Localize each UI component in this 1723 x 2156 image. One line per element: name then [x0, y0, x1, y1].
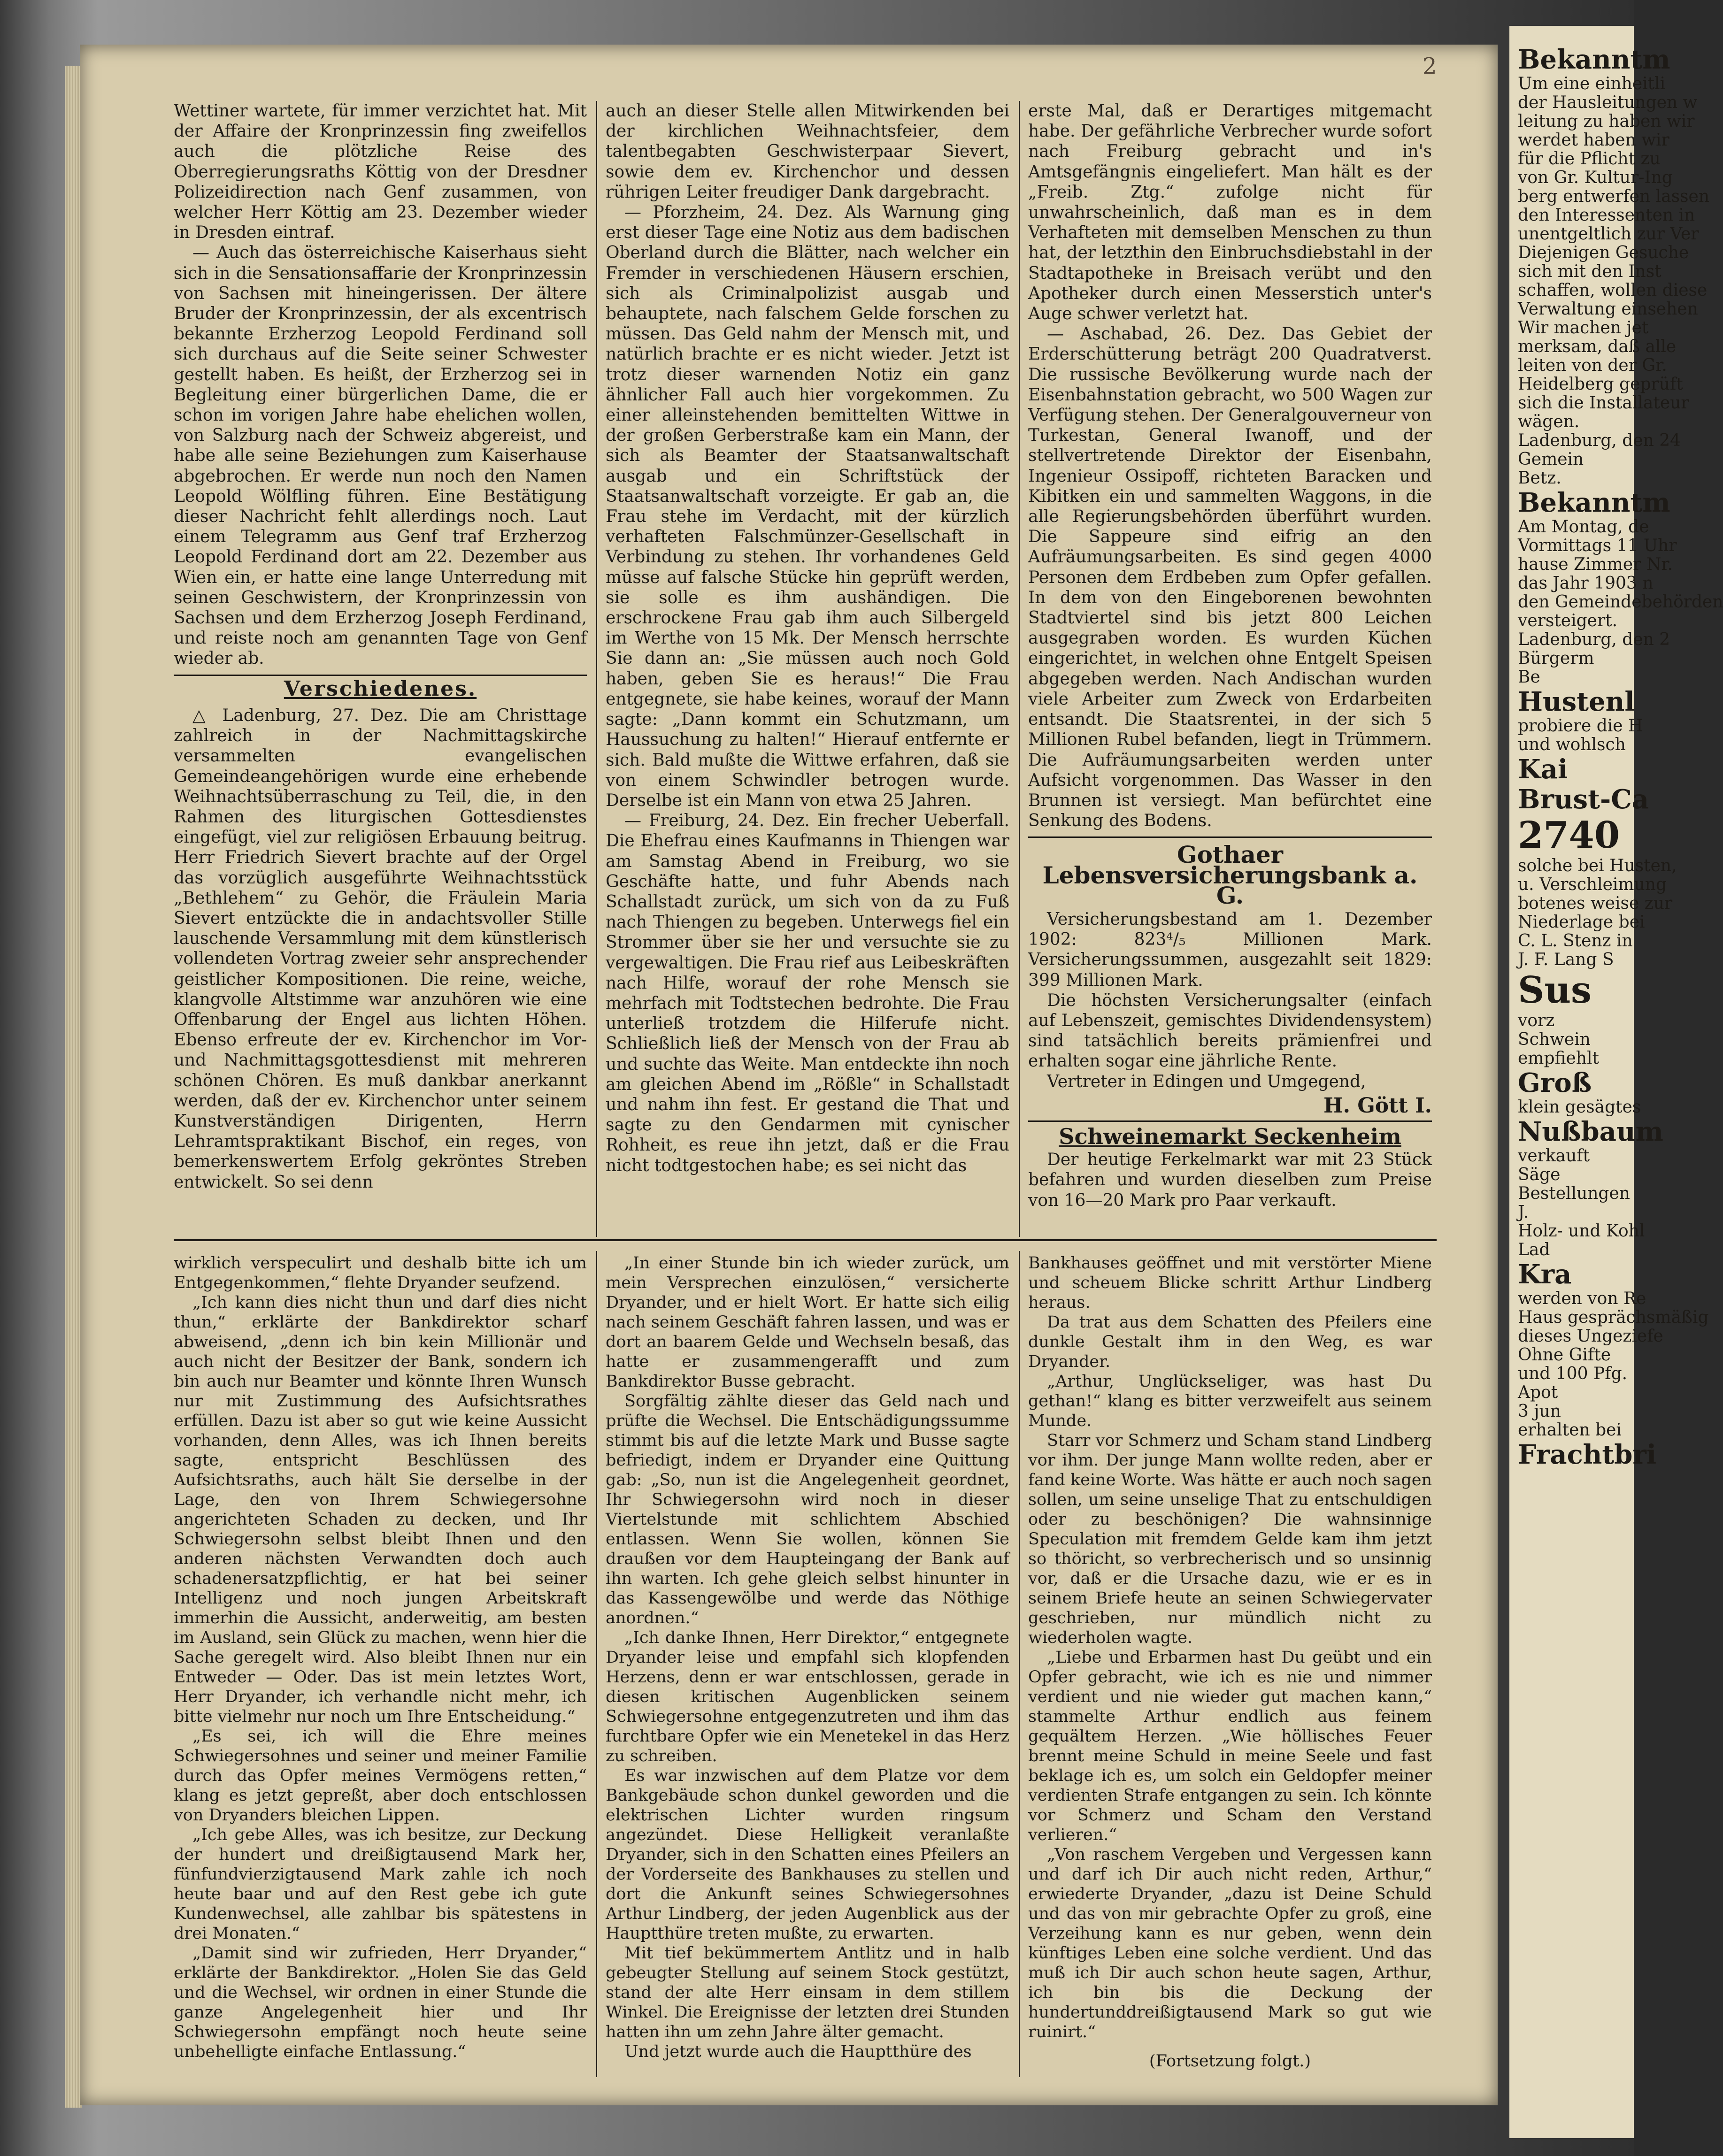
novel-paragraph: Da trat aus dem Schatten des Pfeilers eine dunkle Gestalt ihm in den Weg, es war Dryander. [1028, 1313, 1432, 1371]
feuilleton-separator [174, 1239, 1437, 1241]
article-paragraph: — Pforzheim, 24. Dez. Als Warnung ging erst dieser Tage eine Notiz aus dem badischen Oberland durch die Blätter, nach welcher ein Fremder in verschiedenen Häusern erschien, sich als Criminalpolizist ausgab und behauptete, nach falschem Gelde forschen zu müssen. Das Geld nahm der Mensch mit, und natürlich brachte er es nicht wieder. Jetzt ist trotz dieser warnenden Notiz ein ganz ähnlicher Fall auch hier vorgekommen. Zu einer alleinstehenden bemittelten Wittwe in der großen Gerberstraße kam ein Mann, der sich als Beamter der Staatsanwaltschaft ausgab und ein Schriftstück der Staatsanwaltschaft vorzeigte. Er gab an, die Frau stehe im Verdacht, mit der kürzlich verhafteten Falschmünzer-Gesellschaft in Verbindung zu stehen. Ihr vorhandenes Geld müsse auf falsche Stücke hin geprüft werden, sie solle es ihm aushändigen. Die erschrockene Frau gab ihm auch Silbergeld im Werthe von 15 Mk. Der Mensch herrschte Sie dann an: „Sie müssen auch noch Gold haben, geben Sie es heraus!“ Die Frau entgegnete, sie habe keines, worauf der Mann sagte: „Dann kommt ein Schutzmann, um Haussuchung zu halten!“ Hierauf entfernte er sich. Bald mußte die Wittwe erfahren, daß sie von einem Schwindler betrogen wurde. Derselbe ist ein Mann von etwa 25 Jahren. [606, 203, 1009, 810]
neighbor-ad-line: Ladenburg, den 24 [1518, 431, 1681, 450]
novel-paragraph: Bankhauses geöffnet und mit verstörter Miene und scheuem Blicke schritt Arthur Lindberg heraus. [1028, 1254, 1432, 1312]
page-edge-stack [65, 66, 82, 2108]
novel-paragraph: Und jetzt wurde auch die Hauptthüre des [624, 2042, 972, 2061]
top-column-1 [174, 101, 587, 1192]
neighbor-ad-line: Heidelberg geprüft [1518, 375, 1683, 394]
neighbor-ad-line: Um eine einheitli [1518, 74, 1666, 93]
article-paragraph: erste Mal, daß er Derartiges mitgemacht habe. Der gefährliche Verbrecher wurde sofort nach Freiburg gebracht und in's Amtsgefängnis eingeliefert. Man hält es der „Freib. Ztg.“ zufolge nicht für unwahrscheinlich, daß man es in dem Verhafteten mit demselben Menschen zu thun hat, der letzthin den Einbruchsdiebstahl in der Stadtapotheke in Breisach verübt und den Apotheker durch einen Messerstich unter's Auge schwer verletzt hat. [1028, 101, 1432, 324]
column-divider [596, 101, 597, 1237]
top-column-2 [606, 101, 1009, 1176]
article-paragraph: — Freiburg, 24. Dez. Ein frecher Ueberfall. Die Ehefrau eines Kaufmanns in Thiengen war am Samstag Abend in Freiburg, wo sie Geschäfte hatte, und fuhr Abends nach Schallstadt zurück, um sich von da zu Fuß nach Thiengen zu begeben. Unterwegs fiel ein Strommer über sie her und versuchte sie zu vergewaltigen. Die Frau rief aus Leibeskräften nach Hilfe, worauf der rohe Mensch sie mehrfach mit Todtstechen bedrohte. Die Frau unterließ trotzdem die Hilferufe nicht. Schließlich ließ der Mensch von der Frau ab und suchte das Weite. Man entdeckte ihn noch am gleichen Abend im „Rößle“ in Schallstadt und nahm ihn fest. Er gestand die That und sagte zu den Gendarmen mit cynischer Rohheit, es reue ihn jetzt, daß er die Frau nicht todtgestochen habe; es sei nicht das [606, 811, 1009, 1175]
neighbor-ad-line: Bekanntm [1518, 487, 1670, 518]
divider [1028, 1120, 1432, 1122]
neighbor-ad-line: Be [1518, 668, 1540, 687]
neighbor-ad-line: Wir machen jet [1518, 318, 1649, 338]
novel-paragraph: „Arthur, Unglückseliger, was hast Du gethan!“ klang es bitter verzweifelt aus seinem Munde. [1028, 1372, 1432, 1430]
neighbor-ad-line: das Jahr 1903 n [1518, 574, 1654, 593]
neighbor-ad-line: sich die Installateur [1518, 393, 1689, 413]
neighbor-ad-line: 3 jun [1518, 1402, 1561, 1421]
gotha-title: Gothaer Lebensversicherungsbank a. G. [1042, 841, 1418, 909]
neighbor-ad-line: J. F. Lang S [1518, 950, 1614, 969]
neighbor-ad-line: Lad [1518, 1240, 1550, 1259]
neighbor-ad-line: leiten von der Gr. [1518, 356, 1667, 375]
neighbor-ad-line: den Gemeindebehörden [1518, 592, 1723, 612]
neighbor-ad-line: J. [1518, 1203, 1529, 1222]
neighbor-ad-line: Holz- und Kohl [1518, 1221, 1645, 1241]
neighbor-ad-line: Kai [1518, 754, 1568, 785]
neighbor-ad-line: C. L. Stenz in [1518, 931, 1633, 951]
page-number: 2 [1423, 53, 1437, 79]
neighbor-ad-line: probiere die H [1518, 716, 1643, 736]
neighbor-page [1509, 26, 1723, 2138]
bottom-column-2 [606, 1253, 1009, 2062]
top-column-3 [1028, 101, 1432, 1211]
neighbor-ad-line: Schwein [1518, 1030, 1591, 1049]
divider [174, 675, 587, 676]
novel-paragraph: „Damit sind wir zufrieden, Herr Dryander,“ erklärte der Bankdirektor. „Holen Sie das Geld und die Wechsel, wir ordnen in einer Stunde die ganze Angelegenheit hier und Ihr Schwiegersohn empfängt noch heute seine unbehelligte einfache Entlassung.“ [174, 1944, 587, 2061]
newspaper-page [80, 45, 1498, 2105]
neighbor-ad-line: Vormittags 11 Uhr [1518, 536, 1677, 555]
neighbor-ad-line: Haus gesprächsmäßig [1518, 1308, 1709, 1327]
neighbor-ad-line: Betz. [1518, 468, 1561, 488]
bottom-column-1 [174, 1253, 587, 2062]
neighbor-ad-line: leitung zu haben wir [1518, 112, 1695, 131]
continuation-note: (Fortsetzung folgt.) [1149, 2052, 1311, 2071]
neighbor-ad-line: Diejenigen Gesuche [1518, 243, 1689, 262]
column-divider [1019, 101, 1020, 1237]
novel-paragraph: „Es sei, ich will die Ehre meines Schwiegersohnes und seiner und meiner Familie durch das Opfer meines Vermögens retten,“ klang es jetzt gepreßt, aber doch entschlossen von Dryanders bleichen Lippen. [174, 1727, 587, 1825]
neighbor-ad-line: merksam, daß alle [1518, 337, 1677, 356]
neighbor-ad-line: Ohne Gifte [1518, 1345, 1611, 1365]
neighbor-ad-line: den Interessenten in [1518, 206, 1695, 225]
novel-paragraph: Starr vor Schmerz und Scham stand Lindberg vor ihm. Der junge Mann wollte reden, aber er fand keine Worte. Was hätte er auch noch sagen sollen, um seine unselige That zu entschuldigen oder zu beschönigen? Die wahnsinnige Speculation mit fremdem Gelde kam ihm jetzt so thöricht, so verbrecherisch und so unsinnig vor, daß er die Ursache dazu, wie er es in seinem Briefe heute an seinen Schwiegervater geschrieben, nur mündlich nicht zu wiederholen wagte. [1028, 1431, 1432, 1647]
neighbor-ad-line: klein gesägtes [1518, 1097, 1641, 1117]
neighbor-ad-line: schaffen, wollen diese [1518, 281, 1708, 300]
neighbor-ad-line: und 100 Pfg. [1518, 1364, 1628, 1383]
neighbor-ad-line: für die Pflicht zu [1518, 149, 1661, 169]
neighbor-ad-line: solche bei Husten, [1518, 856, 1677, 875]
neighbor-ad-line: Brust-Ca [1518, 784, 1649, 815]
neighbor-ad-line: Gemein [1518, 450, 1584, 469]
article-paragraph: — Auch das österreichische Kaiserhaus sieht sich in die Sensationsaffarie der Kronprinzessin von Sachsen mit hineingerissen. Der ältere Bruder der Kronprinzessin, der als excentrisch bekannte Erzherzog Leopold Ferdinand soll sich durchaus auf die Seite seiner Schwester gestellt haben. Es heißt, der Erzherzog sei in Begleitung einer bürgerlichen Dame, die er schon im vorigen Jahre habe ehelichen wollen, von Salzburg nach der Schweiz abgereist, und habe alle seine Beziehungen zum Kaiserhause abgebrochen. Er werde nun noch den Namen Leopold Wölfling führen. Eine Bestätigung dieser Nachricht fehlt allerdings noch. Laut einem Telegramm aus Genf traf Erzherzog Leopold Ferdinand dort am 22. Dezember aus Wien ein, er hatte eine lange Unterredung mit seinen Geschwistern, der Kronprinzessin von Sachsen und dem Erzherzog Joseph Ferdinand, und reiste noch am genannten Tage von Genf wieder ab. [174, 243, 587, 668]
neighbor-ad-line: Frachtbri [1518, 1439, 1657, 1470]
neighbor-ad-line: vorz [1518, 1011, 1555, 1030]
column-divider [596, 1251, 597, 2077]
neighbor-ad-line: botenes weise zur [1518, 894, 1673, 913]
gotha-advertisement [1028, 841, 1432, 1118]
neighbor-ad-line: Hustenl [1518, 686, 1635, 717]
neighbor-ad-line: empfiehlt [1518, 1049, 1599, 1068]
novel-paragraph: „Ich danke Ihnen, Herr Direktor,“ entgegnete Dryander leise und empfahl sich klopfenden Herzens, denn er war entschlossen, gerade in diesen kritischen Augenblicken seinem Schwiegersohne entgegenzutreten und ihm das furchtbare Opfer wie ein Menetekel in das Herz zu schreiben. [606, 1628, 1009, 1765]
neighbor-ad-line: Sus [1518, 969, 1592, 1012]
novel-paragraph: Es war inzwischen auf dem Platze vor dem Bankgebäude schon dunkel geworden und die elektrischen Lichter wurden ringsum angezündet. Diese Helligkeit veranlaßte Dryander, sich in den Schatten eines Pfeilers an der Vorderseite des Bankhauses zu stellen und dort die Ankunft seines Schwiegersohnes Arthur Lindberg, der jeden Augenblick aus der Hauptthüre treten mußte, zu erwarten. [606, 1766, 1009, 1943]
bottom-column-3 [1028, 1253, 1432, 2071]
neighbor-ad-line: wägen. [1518, 412, 1580, 431]
gotha-signature: H. Gött I. [1323, 1093, 1432, 1118]
column-divider [1019, 1251, 1020, 2077]
neighbor-ad-line: Nußbaum [1518, 1116, 1663, 1147]
novel-paragraph: wirklich verspeculirt und deshalb bitte ich um Entgegenkommen,“ flehte Dryander seufzend. [174, 1254, 587, 1292]
schweinemarkt-text: Der heutige Ferkelmarkt war mit 23 Stück befahren und wurden dieselben zum Preise von 16—20 Mark pro Paar verkauft. [1028, 1150, 1432, 1210]
neighbor-ad-line: berg entwerfen lassen [1518, 187, 1710, 206]
neighbor-ad-line: Groß [1518, 1067, 1592, 1098]
neighbor-ad-line: und wohlsch [1518, 735, 1626, 754]
neighbor-ad-line: Bekanntm [1518, 44, 1670, 75]
neighbor-ad-line: hause Zimmer Nr. [1518, 555, 1673, 574]
neighbor-ad-line: werdet haben wir [1518, 130, 1669, 150]
neighbor-ad-line: u. Verschleimung [1518, 875, 1667, 894]
novel-paragraph: „Liebe und Erbarmen hast Du geübt und ein Opfer gebracht, wie ich es nie und nimmer verdient und nie wieder gut machen kann,“ stammelte Arthur endlich aus feinem gequältem Herzen. „Wie höllisches Feuer brennt meine Schuld in meine Seele und fast beklage ich es, um solch ein Geldopfer meiner verdienten Strafe entgangen zu sein. Ich könnte vor Schmerz und Scham den Verstand verlieren.“ [1028, 1648, 1432, 1844]
neighbor-ad-line: von Gr. Kultur-Ing [1518, 168, 1673, 187]
section-heading-verschiedenes: Verschiedenes. [284, 676, 477, 701]
novel-paragraph: „Ich kann dies nicht thun und darf dies nicht thun,“ erklärte der Bankdirektor scharf abweisend, „denn ich bin kein Millionär und auch nicht der Besitzer der Bank, sondern ich bin auch nur Beamter und könnte Ihren Wunsch nur mit Zustimmung des Aufsichtsrathes erfüllen. Dazu ist aber so gut wie keine Aussicht vorhanden, denn Alles, was ich Ihnen bereits sagte, entspricht Beschlüssen des Aufsichtsraths, auch hält Sie derselbe in der Lage, den von Ihrem Schwiegersohne angerichteten Schaden zu decken, und Ihr Schwiegersohn selbst bleibt Ihnen und den anderen nächsten Verwandten doch auch schadenersatzpflichtig, er hat bei seiner Intelligenz und noch jungen Arbeitskraft immerhin die Aussicht, anderweitig, am besten im Ausland, sein Glück zu machen, wenn hier die Sache geregelt wird. Also bleibt Ihnen nur ein Entweder — Oder. Das ist mein letztes Wort, Herr Dryander, ich verhandle nicht mehr, ich bitte vielmehr nur noch um Ihre Entscheidung.“ [174, 1293, 587, 1726]
neighbor-ads [1518, 44, 1723, 1470]
neighbor-ad-line: Ladenburg, den 2 [1518, 630, 1670, 649]
neighbor-ad-line: verkauft [1518, 1146, 1590, 1166]
gotha-text: Vertreter in Edingen und Umgegend, [1047, 1072, 1366, 1091]
gotha-text: Die höchsten Versicherungsalter (einfach auf Lebenszeit, gemischtes Dividendensystem) sind tatsächlich bereits prämienfrei und erhalten sogar eine jährliche Rente. [1028, 990, 1432, 1071]
divider [1028, 836, 1432, 838]
neighbor-ad-line: Verwaltung einsehen [1518, 299, 1698, 319]
neighbor-ad-line: versteigert. [1518, 611, 1618, 630]
schweinemarkt-heading: Schweinemarkt Seckenheim [1059, 1123, 1401, 1149]
neighbor-ad-line: erhalten bei [1518, 1420, 1622, 1440]
neighbor-ad-line: unentgeltlich zur Ver [1518, 224, 1699, 244]
neighbor-ad-line: dieses Ungeziefe [1518, 1327, 1663, 1346]
article-paragraph: △ Ladenburg, 27. Dez. Die am Christtage zahlreich in der Nachmittagskirche versammelten evangelischen Gemeindeangehörigen wurde eine erhebende Weihnachtsüberraschung zu Teil, die, in den Rahmen des liturgischen Gottesdienstes eingefügt, viel zur religiösen Erbauung beitrug. Herr Friedrich Sievert brachte auf der Orgel das vorzüglich ausgeführte Weihnachtsstück „Bethlehem“ zu Gehör, die Fräulein Maria Sievert entzückte die in andachtsvoller Stille lauschende Versammlung mit dem künstlerisch vollendeten Vortrag zweier sehr ansprechender geistlicher Kompositionen. Die reine, weiche, klangvolle Altstimme war anzuhören wie eine Offenbarung der Engel aus lichten Höhen. Ebenso erfreute der ev. Kirchenchor im Vor- und Nachmittagsgottesdienst mit mehreren schönen Chören. Es muß dankbar anerkannt werden, daß der ev. Kirchenchor unter seinem Kunstverständigen Dirigenten, Herrn Lehramtspraktikant Bischof, ein reges, von bemerkenswertem Erfolg gekröntes Streben entwickelt. So sei denn [174, 706, 587, 1192]
novel-paragraph: Mit tief bekümmertem Antlitz und in halb gebeugter Stellung auf seinem Stock gestützt, stand der alte Herr einsam in dem stillem Winkel. Die Ereignisse der letzten drei Stunden hatten ihn um zehn Jahre älter gemacht. [606, 1944, 1009, 2041]
neighbor-ad-line: Säge [1518, 1165, 1561, 1184]
gotha-text: Versicherungsbestand am 1. Dezember 1902: 823⁴/₅ Millionen Mark. Versicherungssummen, ausgezahlt seit 1829: 399 Millionen Mark. [1028, 909, 1432, 990]
novel-paragraph: „Von raschem Vergeben und Vergessen kann und darf ich Dir auch nicht reden, Arthur,“ erwiederte Dryander, „dazu ist Deine Schuld und das von mir gebrachte Opfer zu groß, eine Verzeihung kann es nur geben, wenn dein künftiges Leben eine solche verdient. Und das muß ich Dir auch schon heute sagen, Arthur, ich bin bis die Deckung der hundertunddreißigtausend Mark so gut wie ruinirt.“ [1028, 1845, 1432, 2041]
neighbor-ad-line: Niederlage bei [1518, 913, 1645, 932]
article-paragraph: — Aschabad, 26. Dez. Das Gebiet der Erderschütterung beträgt 200 Quadratverst. Die russische Bevölkerung wurde nach der Eisenbahnstation gebracht, wo 500 Wagen zur Verfügung stehen. Der Generalgouverneur von Turkestan, General Iwanoff, und der stellvertretende Direktor der Eisenbahn, Ingenieur Ossipoff, richteten Baracken und Kibitken ein und sammelten Waggons, in die alle Regierungsbehörden überführt wurden. Die Sappeure sind eifrig an den Aufräumungsarbeiten. Es sind gegen 4000 Personen dem Erdbeben zum Opfer gefallen. In dem von den Eingeborenen bewohnten Stadtviertel sind bis jetzt 800 Leichen ausgegraben worden. Es wurden Küchen eingerichtet, in welchen ohne Entgelt Speisen abgegeben werden. Nach Andischan wurden viele Arbeiter zum Zweck von Erdarbeiten entsandt. Die Staatsrentei, in der sich 5 Millionen Rubel befanden, liegt in Trümmern. Die Aufräumungsarbeiten werden unter Aufsicht vorgenommen. Das Wasser in den Brunnen ist versiegt. Man befürchtet eine Senkung des Bodens. [1028, 324, 1432, 831]
article-paragraph: Wettiner wartete, für immer verzichtet hat. Mit der Affaire der Kronprinzessin fing zweifellos auch die plötzliche Reise des Oberregierungsraths Köttig von der Dresdner Polizeidirection nach Genf zusammen, von welcher Herr Köttig am 23. Dezember wieder in Dresden eintraf. [174, 101, 587, 243]
neighbor-ad-line: Kra [1518, 1259, 1572, 1290]
neighbor-ad-line: sich mit den Inst [1518, 262, 1661, 281]
neighbor-ad-line: 2740 [1518, 814, 1620, 857]
neighbor-ad-line: Bürgerm [1518, 649, 1594, 668]
article-paragraph: auch an dieser Stelle allen Mitwirkenden bei der kirchlichen Weihnachtsfeier, dem talentbegabten Geschwisterpaar Sievert, sowie dem ev. Kirchenchor und dessen rührigen Leiter freudiger Dank dargebracht. [606, 101, 1009, 202]
neighbor-ad-line: Am Montag, de [1518, 517, 1649, 537]
novel-paragraph: „Ich gebe Alles, was ich besitze, zur Deckung der hundert und dreißigtausend Mark her, fünfundvierzigtausend Mark zahle ich noch heute baar und auf den Rest gebe ich gute Kundenwechsel, alle zahlbar bis spätestens in drei Monaten.“ [174, 1826, 587, 1943]
neighbor-ad-line: Apot [1518, 1383, 1558, 1402]
novel-paragraph: „In einer Stunde bin ich wieder zurück, um mein Versprechen einzulösen,“ versicherte Dryander, und er hielt Wort. Er hatte sich eilig nach seinem Geschäft fahren lassen, und was er dort an baarem Gelde und Wechseln besaß, das hatte er zusammengerafft und zum Bankdirektor Busse gebracht. [606, 1254, 1009, 1391]
neighbor-ad-line: der Hausleitungen w [1518, 93, 1698, 112]
neighbor-ad-line: Bestellungen [1518, 1184, 1630, 1203]
neighbor-ad-line: werden von Re [1518, 1289, 1646, 1308]
novel-paragraph: Sorgfältig zählte dieser das Geld nach und prüfte die Wechsel. Die Entschädigungssumme stimmt bis auf die letzte Mark und Busse sagte befriedigt, indem er Dryander eine Quittung gab: „So, nun ist die Angelegenheit geordnet, Ihr Schwiegersohn wird noch in dieser Viertelstunde mit schlichtem Abschied entlassen. Wenn Sie wollen, können Sie draußen vor dem Haupteingang der Bank auf ihn warten. Ich gehe gleich selbst hinunter in das Kassengewölbe und werde das Nöthige anordnen.“ [606, 1392, 1009, 1627]
